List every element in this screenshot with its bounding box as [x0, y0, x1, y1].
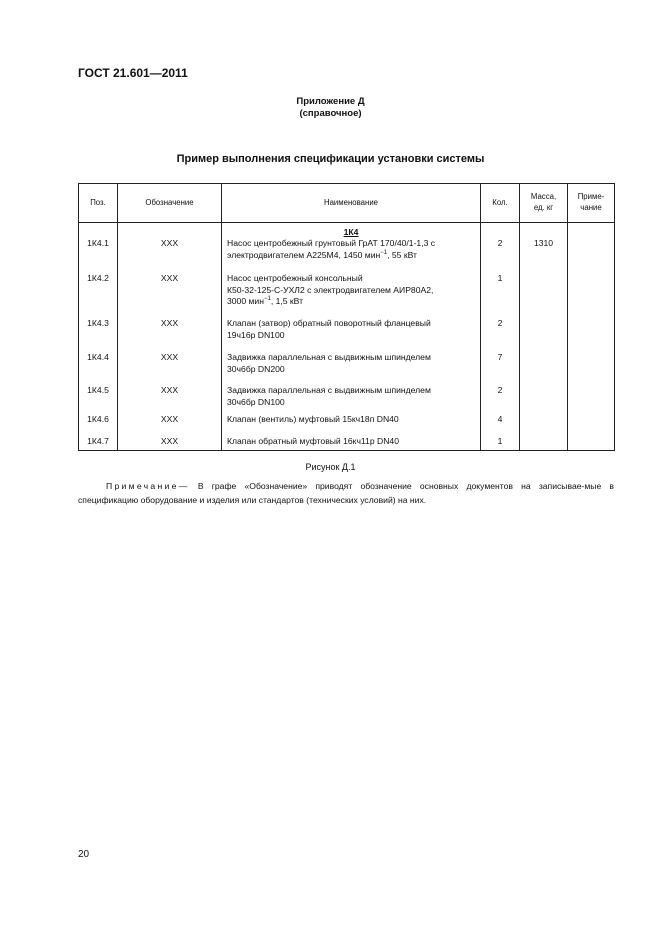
table-row [79, 352, 615, 385]
note-text: В графе «Обозначение» приводят обозначение основных документов на записывае-мые в спецификацию оборудование и изделия или стандартов (технических условий) на них. [78, 481, 614, 505]
appendix-title: Приложение Д [296, 96, 365, 107]
cell-qty: 2 [481, 238, 520, 273]
cell-pos: 1К4.5 [79, 385, 118, 414]
cell-mass: 1310 [520, 238, 568, 273]
figure-caption: Рисунок Д.1 [305, 462, 356, 472]
cell-pos: 1К4.4 [79, 352, 118, 385]
cell-name: Насос центробежный консольный К50-32-125-С-УХЛ2 с электродвигателем АИР80А2, 3000 мин$^{-1}$, 1,5 кВт [222, 273, 481, 318]
cell-designation: XXX [118, 352, 222, 385]
cell-name: Клапан (затвор) обратный поворотный фланцевый 19ч16р DN100 [222, 318, 481, 352]
group-label: 1К4 [343, 227, 359, 237]
cell-remark [568, 273, 615, 318]
cell-name: Задвижка параллельная с выдвижным шпинделем 30ч6бр DN100 [222, 385, 481, 414]
col-header-remark-line2: чание [580, 203, 602, 212]
cell-remark [568, 352, 615, 385]
cell-mass [520, 352, 568, 385]
cell-pos: 1К4.2 [79, 273, 118, 318]
cell-pos: 1К4.7 [79, 436, 118, 451]
cell-designation: XXX [118, 238, 222, 273]
table-row [79, 238, 615, 273]
standard-designation: ГОСТ 21.601—2011 [78, 66, 188, 80]
appendix-subtitle: (справочное) [299, 108, 362, 119]
cell-designation: XXX [118, 385, 222, 414]
table-row [79, 436, 615, 451]
figure-title: Пример выполнения спецификации установки системы [176, 153, 485, 165]
cell-qty: 2 [481, 385, 520, 414]
cell-designation: XXX [118, 273, 222, 318]
cell-qty: 2 [481, 318, 520, 352]
cell-name: Клапан (вентиль) муфтовый 15кч18п DN40 [222, 414, 481, 436]
cell-remark [568, 238, 615, 273]
table-row [79, 385, 615, 414]
col-header-mass [520, 184, 568, 223]
col-header-remark-line1: Приме- [577, 192, 605, 202]
cell-qty: 7 [481, 352, 520, 385]
cell-pos: 1К4.1 [79, 238, 118, 273]
col-header-qty: Кол. [481, 184, 520, 223]
col-header-mass-line2: ед. кг [533, 203, 554, 212]
specification-table [78, 183, 615, 451]
cell-pos: 1К4.3 [79, 318, 118, 352]
cell-qty: 1 [481, 436, 520, 451]
table-header-row [79, 184, 615, 223]
cell-qty: 1 [481, 273, 520, 318]
cell-remark [568, 318, 615, 352]
cell-designation: XXX [118, 414, 222, 436]
col-header-name: Наименование [222, 184, 481, 223]
col-header-pos: Поз. [79, 184, 118, 223]
cell-mass [520, 436, 568, 451]
cell-name: Клапан обратный муфтовый 16кч11р DN40 [222, 436, 481, 451]
cell-designation: XXX [118, 436, 222, 451]
note-lead: Примечание— [106, 481, 190, 491]
cell-mass [520, 318, 568, 352]
cell-mass [520, 414, 568, 436]
cell-name: Задвижка параллельная с выдвижным шпинделем 30ч6бр DN200 [222, 352, 481, 385]
col-header-designation: Обозначение [118, 184, 222, 223]
table-row [79, 414, 615, 436]
cell-name: Насос центробежный грунтовый ГрАТ 170/40/1-1,3 с электродвигателем А225М4, 1450 мин$^{-1}$, 55 кВт [222, 238, 481, 273]
cell-remark [568, 385, 615, 414]
table-row [79, 273, 615, 318]
note-paragraph [78, 480, 614, 507]
col-header-mass-line1: Масса, [530, 192, 557, 202]
cell-mass [520, 273, 568, 318]
table-row [79, 318, 615, 352]
table-row [79, 223, 615, 239]
cell-pos: 1К4.6 [79, 414, 118, 436]
cell-remark [568, 414, 615, 436]
cell-remark [568, 436, 615, 451]
page-number: 20 [78, 849, 90, 860]
cell-qty: 4 [481, 414, 520, 436]
col-header-remark [568, 184, 615, 223]
cell-designation: XXX [118, 318, 222, 352]
cell-mass [520, 385, 568, 414]
